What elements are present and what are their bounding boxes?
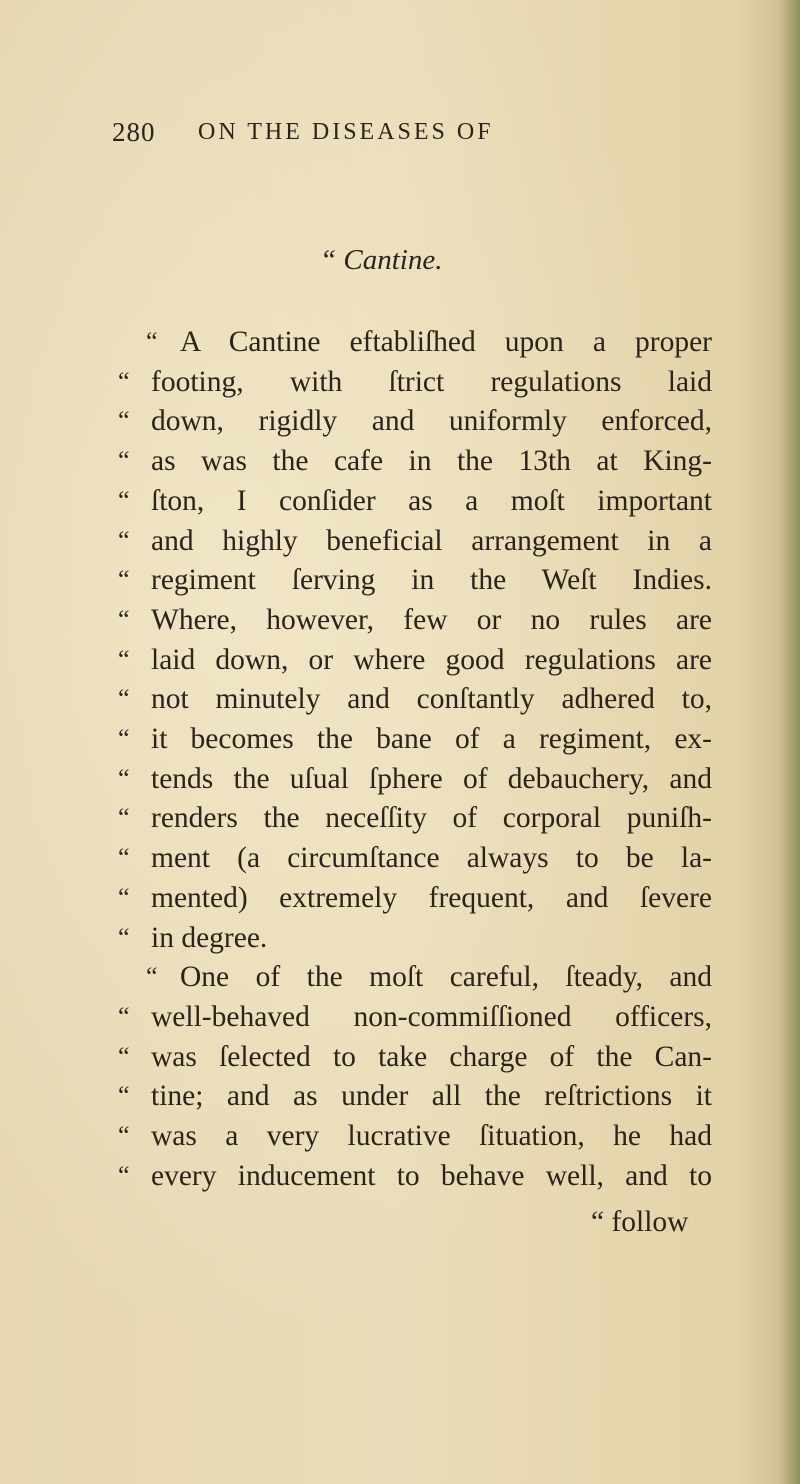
line-text: ſton, I conſider as a moſt important <box>151 484 712 517</box>
text-line <box>0 1037 800 1077</box>
quote-mark: “ <box>118 446 130 476</box>
text-line <box>0 679 800 719</box>
text-line <box>0 521 800 561</box>
text-line <box>0 362 800 402</box>
section-title: “ Cantine. <box>320 244 443 276</box>
running-head: ON THE DISEASES OF <box>198 119 494 145</box>
text-line <box>0 957 800 997</box>
line-text: tine; and as under all the reſtrictions it <box>151 1080 712 1113</box>
text-line <box>0 1116 800 1156</box>
text-line <box>0 798 800 838</box>
text-line <box>0 481 800 521</box>
line-text: it becomes the bane of a regiment, ex- <box>151 723 712 755</box>
line-text: tends the uſual ſphere of debauchery, and <box>151 762 712 795</box>
line-text: One of the moſt careful, ſteady, and <box>180 961 712 994</box>
text-line <box>0 838 800 878</box>
line-text: footing, with ſtrict regulations laid <box>151 365 712 398</box>
quote-mark: “ <box>118 882 130 912</box>
page-header <box>112 112 672 152</box>
quote-mark: “ <box>118 1121 130 1150</box>
text-line <box>0 401 800 441</box>
quote-mark: “ <box>118 803 130 833</box>
line-text: as was the cafe in the 13th at King- <box>151 445 712 478</box>
quote-mark: “ <box>118 604 130 634</box>
text-line <box>0 640 800 680</box>
line-text: well-behaved non-commiſſioned officers, <box>151 1000 712 1033</box>
text-line <box>0 997 800 1037</box>
quote-mark: “ <box>118 1160 130 1190</box>
line-text: renders the neceſſity of corporal puniſh- <box>151 802 712 835</box>
line-text: was a very lucrative ſituation, he had <box>151 1120 712 1152</box>
text-line <box>0 1076 800 1116</box>
text-line <box>0 759 800 799</box>
text-line <box>0 878 800 918</box>
quote-mark: “ <box>118 1001 130 1031</box>
quote-mark: “ <box>118 724 130 753</box>
quote-mark: “ <box>118 525 130 555</box>
text-line <box>0 441 800 481</box>
quote-mark: “ <box>118 1041 130 1071</box>
line-text: in degree. <box>151 921 268 954</box>
line-text: not minutely and conſtantly adhered to, <box>151 683 712 716</box>
line-text: and highly beneficial arrangement in a <box>151 524 712 557</box>
line-text: regiment ſerving in the Weſt Indies. <box>151 564 712 597</box>
quote-mark: “ <box>118 1081 130 1111</box>
quote-mark: “ <box>118 763 130 793</box>
quote-mark: “ <box>146 327 158 356</box>
line-text: every inducement to behave well, and to <box>151 1159 712 1192</box>
text-line <box>0 1156 800 1196</box>
line-text: down, rigidly and uniformly enforced, <box>151 405 712 438</box>
quote-mark: “ <box>146 962 158 992</box>
text-line <box>0 600 800 640</box>
line-text: ment (a circumſtance always to be la- <box>151 842 712 875</box>
catchword: “ follow <box>591 1206 689 1238</box>
quote-mark: “ <box>118 644 130 674</box>
text-line <box>0 918 800 958</box>
quote-mark: “ <box>118 843 130 873</box>
page-number: 280 <box>112 117 156 147</box>
quote-mark: “ <box>118 565 130 595</box>
quote-mark: “ <box>118 366 130 396</box>
line-text: laid down, or where good regulations are <box>151 643 712 676</box>
text-line <box>0 560 800 600</box>
text-line <box>0 719 800 759</box>
line-text: A Cantine eftabliſhed upon a proper <box>180 326 712 358</box>
line-text: Where, however, few or no rules are <box>151 603 712 636</box>
line-text: was ſelected to take charge of the Can- <box>151 1040 712 1073</box>
quote-mark: “ <box>118 406 130 436</box>
quote-mark: “ <box>118 684 130 714</box>
quote-mark: “ <box>118 485 130 515</box>
quote-mark: “ <box>118 922 130 952</box>
line-text: mented) extremely frequent, and ſevere <box>151 881 712 914</box>
text-line <box>0 322 800 362</box>
